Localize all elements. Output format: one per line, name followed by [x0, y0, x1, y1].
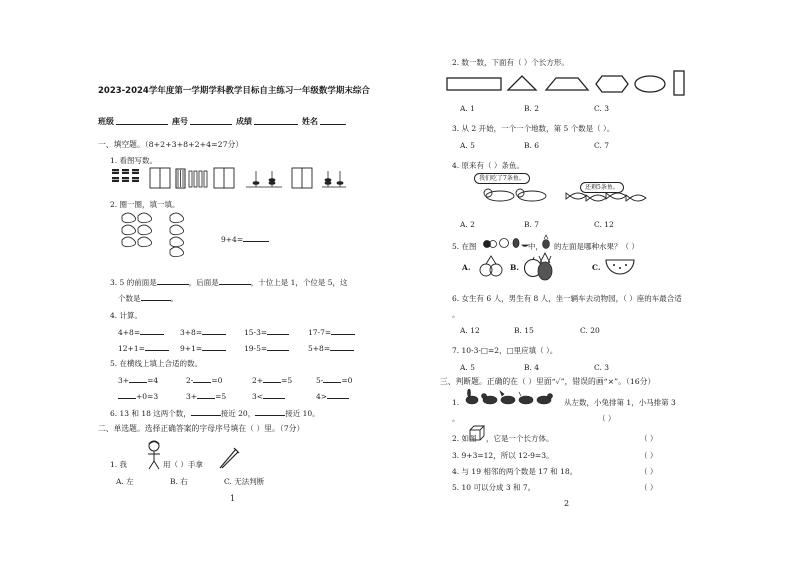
- calc-7-text: 19-5=: [244, 344, 268, 353]
- section-2-heading: 二、单选题。选择正确答案的字母序号填在（ ）里。（7分）: [98, 424, 305, 433]
- q3-text-b: ，后面是: [188, 278, 219, 287]
- rectangle-shape-icon: [447, 78, 501, 90]
- q3-line2: [118, 293, 178, 303]
- q6-line: [110, 408, 320, 418]
- q3-blank-1[interactable]: [157, 277, 189, 285]
- calc-4: [308, 327, 355, 337]
- j2-text-b: ，它是一个长方体。: [486, 434, 554, 443]
- fill-8-pre: 4>: [316, 392, 328, 401]
- r2-shapes: [446, 68, 688, 98]
- fill-8-blank[interactable]: [327, 391, 349, 399]
- r4-option-b[interactable]: B. 7: [524, 220, 540, 229]
- fill-1: [118, 375, 158, 385]
- r7-option-c[interactable]: C. 3: [594, 363, 610, 372]
- q5-text: 5. 在横线上填上合适的数。: [110, 359, 203, 368]
- fill-7-blank[interactable]: [263, 391, 285, 399]
- r2-text: 2. 数一数，下面有（ ）个长方形。: [452, 58, 569, 67]
- calc-5-blank[interactable]: [145, 343, 169, 351]
- fill-6-pre: 3+: [186, 392, 198, 401]
- q3-text-a: 3. 5 的前面是: [110, 278, 157, 287]
- trapezoid-shape-icon: [546, 78, 588, 90]
- page-title: 2023-2024学年度第一学期学科教学目标自主练习一年级数学期末综合: [98, 86, 370, 96]
- calc-6-text: 9+1=: [180, 344, 203, 353]
- fill-3-blank[interactable]: [263, 375, 281, 383]
- fill-1-post: =4: [147, 376, 159, 385]
- q2-answer-blank[interactable]: [243, 234, 269, 242]
- q2-equation: [221, 234, 269, 244]
- r7-option-a[interactable]: A. 5: [460, 363, 475, 372]
- q4-text: 4. 计算。: [110, 311, 143, 320]
- j4-answer-paren[interactable]: （ ）: [640, 467, 658, 476]
- q3-blank-3[interactable]: [141, 293, 171, 301]
- calc-4-blank[interactable]: [331, 327, 355, 335]
- calc-2-text: 3+8=: [180, 328, 203, 337]
- page-number-2: 2: [564, 499, 570, 508]
- r3-option-a[interactable]: A. 5: [460, 141, 475, 150]
- triangle-shape-icon: [508, 76, 536, 90]
- pineapple-icon: [535, 252, 555, 282]
- r4-text: 4. 原来有（ ）条鱼。: [452, 161, 524, 170]
- calc-6-blank[interactable]: [202, 343, 226, 351]
- fill-4-blank[interactable]: [323, 375, 341, 383]
- fill-5-blank[interactable]: [118, 391, 136, 399]
- fill-1-pre: 3+: [118, 376, 130, 385]
- calc-5-text: 12+1=: [118, 344, 145, 353]
- fill-2: [186, 375, 222, 385]
- ellipse-shape-icon: [635, 76, 665, 92]
- calc-6: [180, 343, 226, 353]
- s1-option-a[interactable]: A. 左: [116, 477, 134, 486]
- j2-answer-paren[interactable]: （ ）: [640, 434, 658, 443]
- r4-speech-bubble-2: 还剩5条鱼。: [580, 182, 624, 193]
- fruit-row-icon: [482, 235, 528, 249]
- r3-text: 3. 从 2 开始，一个一个地数，第 5 个数是（ ）。: [452, 124, 615, 133]
- q6-text-c: 接近 10。: [285, 409, 320, 418]
- r4-option-c[interactable]: C. 12: [594, 220, 614, 229]
- q3-text-d: 个数是: [118, 294, 141, 303]
- calc-2: [180, 327, 226, 337]
- animal-row-icon: [464, 388, 562, 408]
- calc-7: [244, 343, 289, 353]
- fill-5-post: +0=3: [136, 392, 159, 401]
- tweezers-icon: [218, 446, 240, 470]
- r2-option-c[interactable]: C. 3: [594, 104, 610, 113]
- s1-text-b: 用（ ）手拿: [163, 460, 203, 469]
- r6-option-b[interactable]: B. 15: [514, 326, 534, 335]
- name-label: 姓名: [302, 117, 318, 126]
- q6-blank-1[interactable]: [191, 408, 221, 416]
- tall-rectangle-shape-icon: [674, 71, 684, 95]
- q3-text-c: ，十位上是 1，个位是 5，这: [250, 278, 348, 287]
- q2-snail-group-icon: [120, 210, 200, 258]
- r7-text: 7. 10-3-□=2，□里应填（ ）。: [452, 346, 558, 355]
- fill-2-pre: 2-: [186, 376, 194, 385]
- calc-4-text: 17-7=: [308, 328, 332, 337]
- r2-option-b[interactable]: B. 2: [524, 104, 540, 113]
- calc-8: [308, 343, 354, 353]
- j3-text: 3. 9+3=12，所以 12-9=3。: [452, 451, 554, 460]
- s1-option-b[interactable]: B. 右: [170, 477, 188, 486]
- calc-3-text: 15-3=: [244, 328, 268, 337]
- cherries-icon: [478, 254, 504, 278]
- score-label: 成绩: [236, 117, 252, 126]
- q6-text-a: 6. 13 和 18 这两个数，: [110, 409, 191, 418]
- fill-2-post: =0: [211, 376, 223, 385]
- r4-option-a[interactable]: A. 2: [460, 220, 475, 229]
- j3-answer-paren[interactable]: （ ）: [640, 451, 658, 460]
- abacus-icon: [246, 171, 346, 187]
- sticks-icon: [176, 169, 207, 188]
- j1-text-b: 从左数，小兔排第 1，小马排第 3: [564, 398, 676, 407]
- answer-box-icon: [150, 168, 312, 188]
- pineapple-small-icon: [540, 235, 552, 249]
- j5-answer-paren[interactable]: （ ）: [640, 483, 658, 492]
- j5-text: 5. 10 可以分成 3 和 7。: [452, 483, 536, 492]
- calc-2-blank[interactable]: [202, 327, 226, 335]
- calc-3-blank[interactable]: [267, 327, 289, 335]
- q3-blank-2[interactable]: [219, 277, 251, 285]
- fill-3-post: =5: [281, 376, 293, 385]
- s1-option-c[interactable]: C. 无法判断: [224, 477, 265, 486]
- stick-bundle-icon: [112, 169, 139, 182]
- q6-text-b: 接近 20，: [220, 409, 256, 418]
- fill-4: [316, 375, 352, 385]
- fill-4-pre: 5-: [316, 376, 324, 385]
- r6-option-a[interactable]: A. 12: [460, 326, 480, 335]
- r5-text-c: 的左面是哪种水果？（ ）: [554, 242, 639, 251]
- calc-7-blank[interactable]: [267, 343, 289, 351]
- j1-answer-paren[interactable]: （ ）: [598, 414, 616, 423]
- r5-text-a: 5. 在图: [452, 242, 477, 251]
- calc-8-blank[interactable]: [330, 343, 354, 351]
- hexagon-shape-icon: [596, 76, 628, 92]
- cube-icon: [468, 424, 486, 442]
- fill-1-blank[interactable]: [129, 375, 147, 383]
- fill-3: [252, 375, 292, 385]
- r5-option-c[interactable]: C.: [592, 263, 601, 272]
- cats-and-fish-icon: [480, 186, 650, 204]
- q3-text-e: 。: [170, 294, 178, 303]
- seat-label: 座号: [172, 117, 188, 126]
- calc-3: [244, 327, 289, 337]
- class-label: 班级: [98, 117, 114, 126]
- s1-text-a: 1. 我: [110, 460, 128, 469]
- r5-option-a[interactable]: A.: [462, 263, 471, 272]
- r3-option-c[interactable]: C. 7: [594, 141, 610, 150]
- section-3-heading: 三、判断题。正确的在（ ）里面“✓”，错误的画“×”。（16分）: [440, 377, 656, 386]
- fill-4-post: =0: [341, 376, 353, 385]
- r5-option-b[interactable]: B.: [510, 263, 519, 272]
- calc-5: [118, 343, 169, 353]
- r7-option-b[interactable]: B. 4: [524, 363, 540, 372]
- q2-text: 2. 圈一圈，填一填。: [110, 200, 180, 209]
- r6-text-a: 6. 女生有 6 人，男生有 8 人，坐一辆车去动物园，（ ）座的车最合适: [452, 294, 682, 303]
- j1-text-c: 。: [452, 414, 460, 423]
- fill-6: [186, 391, 226, 401]
- q1-text: 1. 看图写数。: [110, 156, 158, 165]
- j1-text-a: 1.: [452, 398, 460, 407]
- r3-option-b[interactable]: B. 6: [524, 141, 540, 150]
- r5-text-b: 中，: [528, 242, 543, 251]
- section-1-heading: 一、填空题。（8+2+3+8+2+4=27分）: [98, 140, 244, 149]
- j4-text: 4. 与 19 相邻的两个数是 17 和 18。: [452, 467, 578, 476]
- fill-6-post: =5: [215, 392, 227, 401]
- q3-line1: [110, 277, 348, 287]
- fill-3-pre: 2+: [252, 376, 264, 385]
- r4-speech-bubble-1: 我们吃了7条鱼。: [474, 173, 530, 184]
- r6-text-b: 。: [452, 310, 460, 319]
- calc-1-text: 4+8=: [118, 328, 141, 337]
- calc-1-blank[interactable]: [140, 327, 164, 335]
- j2-text-a: 2. 如图: [452, 434, 477, 443]
- fill-7: [252, 391, 285, 401]
- seat-blank[interactable]: [190, 117, 232, 125]
- name-blank[interactable]: [320, 117, 346, 125]
- q6-blank-2[interactable]: [255, 408, 285, 416]
- fill-5: [118, 391, 158, 401]
- calc-1: [118, 327, 164, 337]
- q2-equation-text: 9+4=: [221, 235, 244, 244]
- fill-8: [316, 391, 349, 401]
- calc-8-text: 5+8=: [308, 344, 331, 353]
- fill-7-pre: 3<: [252, 392, 264, 401]
- r6-option-c[interactable]: C. 20: [580, 326, 600, 335]
- fill-2-blank[interactable]: [193, 375, 211, 383]
- r2-option-a[interactable]: A. 1: [460, 104, 475, 113]
- watermelon-icon: [604, 256, 636, 276]
- score-blank[interactable]: [254, 117, 298, 125]
- page-number-1: 1: [230, 494, 236, 503]
- fill-6-blank[interactable]: [197, 391, 215, 399]
- q1-pictures: [110, 167, 350, 191]
- class-blank[interactable]: [116, 117, 168, 125]
